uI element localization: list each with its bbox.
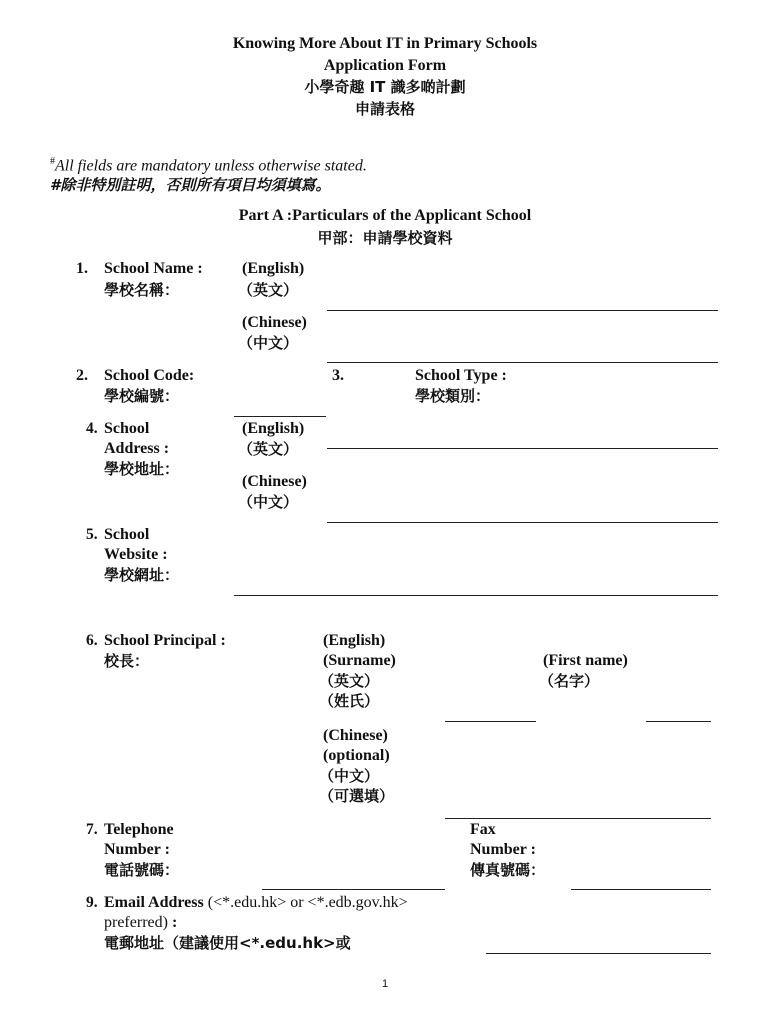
surname-label-zh: （姓氏） bbox=[319, 692, 380, 710]
first-name-label-zh: （名字） bbox=[539, 672, 600, 690]
field-number: 9. bbox=[86, 894, 98, 911]
page-number: 1 bbox=[381, 978, 389, 990]
school-name-label: School Name : bbox=[104, 260, 203, 277]
mandatory-note-zh: #除非特別註明，否則所有項目均須填寫。 bbox=[50, 176, 331, 194]
school-code-label-zh: 學校編號： bbox=[104, 387, 180, 405]
website-label-1: School bbox=[104, 526, 150, 543]
chinese-label: (Chinese) bbox=[323, 727, 388, 744]
optional-label-zh: （可選填） bbox=[319, 787, 395, 805]
form-subtitle-zh: 申請表格 bbox=[354, 100, 415, 118]
school-type-label: School Type : bbox=[415, 367, 507, 384]
address-label-1: School bbox=[104, 420, 150, 437]
school-name-zh-field[interactable] bbox=[327, 362, 718, 363]
field-number: 6. bbox=[86, 632, 98, 649]
telephone-label-zh: 電話號碼： bbox=[104, 861, 180, 879]
first-name-label: (First name) bbox=[543, 652, 628, 669]
website-field[interactable] bbox=[234, 595, 718, 596]
principal-surname-field[interactable] bbox=[445, 721, 536, 722]
english-label-zh: （英文） bbox=[319, 672, 380, 690]
principal-label-zh: 校長： bbox=[104, 652, 150, 670]
fax-label-zh: 傳真號碼： bbox=[470, 861, 546, 879]
optional-label: (optional) bbox=[323, 747, 390, 764]
address-en-field[interactable] bbox=[327, 448, 718, 449]
field-number: 4. bbox=[86, 420, 98, 437]
website-label-2: Website : bbox=[104, 546, 168, 563]
english-label-zh: （英文） bbox=[238, 281, 299, 299]
field-number: 3. bbox=[332, 367, 344, 384]
part-a-title-en: Part A :Particulars of the Applicant School bbox=[238, 207, 532, 224]
email-label-line2 bbox=[104, 913, 177, 933]
surname-label: (Surname) bbox=[323, 652, 396, 669]
telephone-label-2: Number : bbox=[104, 841, 170, 858]
school-code-label: School Code: bbox=[104, 367, 195, 384]
email-label bbox=[104, 893, 408, 913]
school-name-label-zh: 學校名稱： bbox=[104, 281, 180, 299]
english-label: (English) bbox=[323, 632, 386, 649]
form-title-zh: 小學奇趣 IT 識多啲計劃 bbox=[304, 78, 466, 96]
email-label-colon: : bbox=[167, 914, 178, 931]
telephone-label-1: Telephone bbox=[104, 821, 174, 838]
chinese-label-zh: （中文） bbox=[238, 334, 299, 352]
address-label-2: Address : bbox=[104, 440, 170, 457]
email-label-zh: 電郵地址（建議使用<*.edu.hk>或 bbox=[104, 934, 351, 952]
chinese-label-zh: （中文） bbox=[319, 767, 380, 785]
school-code-field[interactable] bbox=[234, 416, 326, 417]
email-label-bold: Email Address bbox=[104, 894, 204, 911]
field-number: 7. bbox=[86, 821, 98, 838]
principal-label: School Principal : bbox=[104, 632, 226, 649]
principal-chinese-field[interactable] bbox=[445, 818, 711, 819]
chinese-label: (Chinese) bbox=[242, 473, 307, 490]
fax-label-2: Number : bbox=[470, 841, 536, 858]
chinese-label-zh: （中文） bbox=[238, 493, 299, 511]
field-number: 5. bbox=[86, 526, 98, 543]
mandatory-note-en bbox=[50, 152, 367, 176]
telephone-field[interactable] bbox=[262, 889, 445, 890]
fax-field[interactable] bbox=[571, 889, 711, 890]
address-label-zh: 學校地址： bbox=[104, 460, 180, 478]
address-zh-field[interactable] bbox=[327, 522, 718, 523]
chinese-label: (Chinese) bbox=[242, 314, 307, 331]
english-label-zh: （英文） bbox=[238, 440, 299, 458]
field-number: 1. bbox=[76, 260, 88, 277]
email-label-hint: (<*.edu.hk> or <*.edb.gov.hk> bbox=[203, 894, 408, 911]
principal-first-name-field[interactable] bbox=[646, 721, 711, 722]
email-label-preferred: preferred) bbox=[104, 914, 168, 931]
email-field[interactable] bbox=[486, 953, 711, 954]
english-label: (English) bbox=[242, 420, 305, 437]
english-label: (English) bbox=[242, 260, 305, 277]
form-title-en: Knowing More About IT in Primary Schools bbox=[232, 35, 538, 52]
fax-label-1: Fax bbox=[470, 821, 496, 838]
school-name-en-field[interactable] bbox=[327, 310, 718, 311]
school-type-label-zh: 學校類別： bbox=[415, 387, 491, 405]
form-subtitle-en: Application Form bbox=[323, 57, 447, 74]
part-a-title-zh: 甲部：申請學校資料 bbox=[317, 229, 453, 247]
note-text: All fields are mandatory unless otherwise stated. bbox=[55, 157, 367, 175]
website-label-zh: 學校網址： bbox=[104, 566, 180, 584]
field-number: 2. bbox=[76, 367, 88, 384]
note-marker: # bbox=[50, 156, 55, 167]
